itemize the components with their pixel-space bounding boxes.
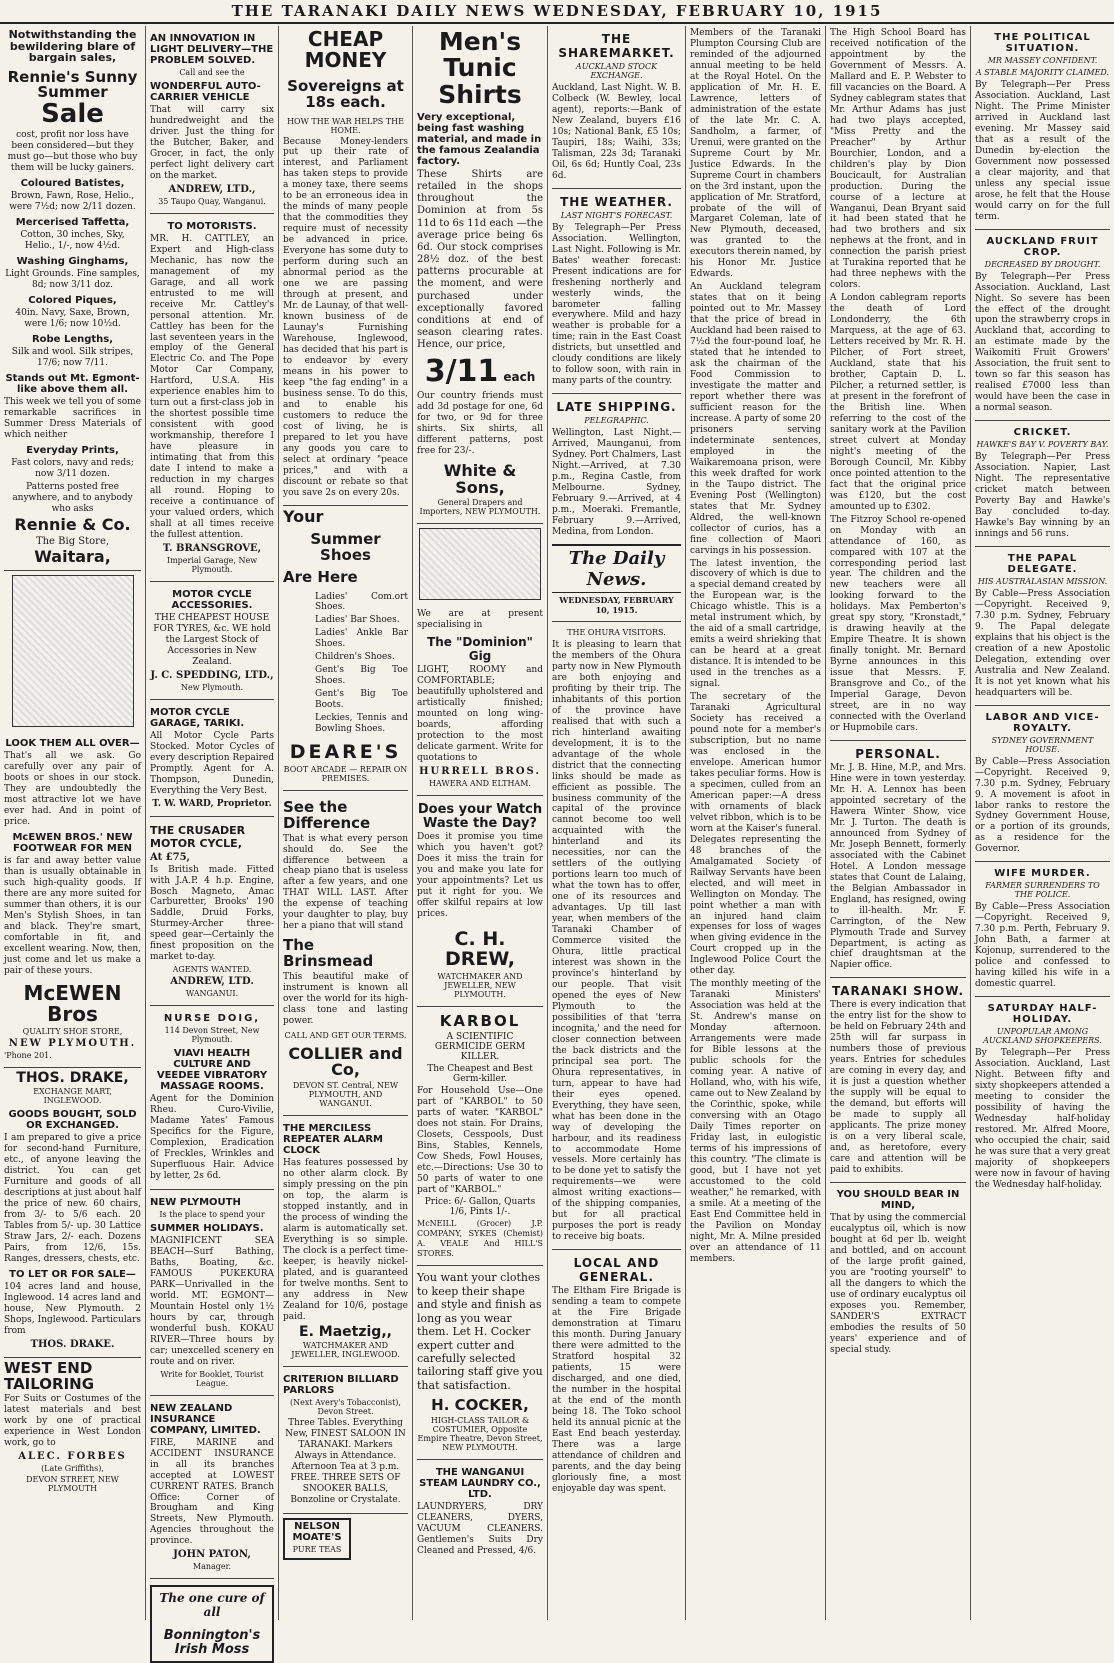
see-difference-title: See the Difference	[283, 798, 371, 832]
viavi-head: VIAVI HEALTH CULTURE AND VEEDEE VIBRATORY MASSAGE ROOMS.	[156, 1048, 268, 1093]
garage-sign: T. W. WARD, Proprietor.	[152, 798, 272, 809]
garage-body: All Motor Cycle Parts Stocked. Motor Cycles of every description Repaired Promptly. Agent for A. Thompson, Dunedin, Everything the Very Best.	[150, 730, 274, 796]
shipping-body: Wellington, Last Night.—Arrived, Maunganui, from Sydney. Port Chalmers, Last Night.—Arrived, at 7.30 p.m., Regina Castle, from Melbourne. Sydney, February 9.—Arrived, at 4 p.m., Moeraki. Fremantle, February 9.—Arrived, Medina, from London.	[552, 428, 681, 537]
rennie-town: Waitara,	[34, 546, 111, 566]
local-notes: The secretary of the Taranaki Agricultural Society has received a pound note for a member's subscription, but no name was enclosed in the envelope. American humor takes peculiar forms. How is a specimen, culled from an American paper:—A dress with ornaments of black velvet ribbon, which is to be worn at the Kaiser's funeral. Delegates representing the 48 branches of the Amalgamated Society of Railway Servants have been elected, and will meet in Wellington on Monday. The point whether a man with an injured hand claim expenses for loss of wages when giving evidence in the Court cropped up in the Inglewood Police Court the other day.	[690, 692, 821, 977]
rennie-item: Coloured Batistes, Brown, Fawn, Rose, Helio., were 7½d; now 2/11 dozen.	[9, 178, 136, 213]
let-body: 104 acres land and house, Inglewood. 14 acres land and house, New Plymouth. 2 Shops, Inglewood. Particulars from	[4, 1282, 141, 1336]
mens-sub: Very exceptional, being fast washing material, and made in the famous Zealandia factory.	[417, 111, 542, 167]
look-body: That's all we ask. Go carefully over any pair of boots or shoes in our stock. They are undoubtedly the most attractive lot we have ever had. And in point of price.	[4, 751, 141, 828]
personal-body: Mr. J. B. Hine, M.P., and Mrs. Hine were in town yesterday. Mr. H. A. Lennox has been appointed secretary of the Hawera Winter Show, vice Mr. J. Turton. The death is announced from Sydney of Mr. Joseph Bennett, formerly associated with the Cabinet Hotel. A London message states that Count de Lalaing, the Belgian Ambassador in England, has resigned, owing to ill-health. Mr. F. Carrington, of the New Plymouth Trade and Survey Department, is acting as chief draughtsman at the Napier office.	[830, 763, 966, 971]
divider	[830, 977, 966, 978]
nurse-addr: 114 Devon Street, New Plymouth.	[164, 1026, 260, 1045]
collier-addr: DEVON ST. Central, NEW PLYMOUTH, AND WANGANUI.	[292, 1081, 399, 1109]
local-notes: The Fitzroy School re-opened on Monday with an attendance of 160, as compared with 107 at the corresponding period last year. The children and the new teachers were all looking forward to the holidays. Max Pemberton's great spy story, "Kronstadt," is drawing heavily at the Empire Theatre. It is shown finally tonight. Mr. Bernard Byrne announces in this issue that Messrs. F. Bransgrove and Co., of the Imperial Garage, Devon street, are in no way connected with the Overland or Hupmobile cars.	[830, 514, 966, 734]
ohura-head: THE OHURA VISITORS.	[567, 627, 666, 637]
should-head: YOU SHOULD BEAR IN MIND,	[836, 1188, 960, 1211]
cocker-title: H. COCKER,	[431, 1396, 529, 1415]
viavi-body: Agent for the Dominion Rheu. Curo-Vivilie, Madame Yates' Famous Specifics for the Figure, Complexion, Eradication of Freckles, Wrinkles and Superfluous Hair. Advice by letter, 2s 6d.	[150, 1094, 274, 1182]
westend-ad	[4, 1358, 141, 1500]
nzins-body: FIRE, MARINE and ACCIDENT INSURANCE in all its branches accepted at LOWEST CURRENT RATES. Branch Office: Corner of Brougham and King Streets, New Plymouth. Agencies throughout the province.	[150, 1437, 274, 1547]
nelson-title: NELSON MOATE'S	[292, 1521, 342, 1543]
column-6	[685, 26, 825, 1620]
shoe-illustration	[12, 575, 134, 727]
rennie-sub: cost, profit nor loss have been considered—but they must go—but those who buy them will be lucky gainers.	[7, 130, 138, 174]
patterns-note: Patterns posted free anywhere, and to anybody who asks	[12, 481, 133, 514]
local-notes: The High School Board has received notification of the appointment by the Government of Messrs. A. Mallard and E. P. Webster to fill vacancies on the Board. A Sydney cablegram states that Mr. Arthur Adams has just had two plays accepted, "Miss Pretty and the Preacher" by Arthur Bourchier, London, and a children's play by Dion Boucicault, for Australian production. During the course of a lecture at Wanganui, Dean Bryant said it had been stated that he had two brothers and six nephews at the front, and in connection the parish priest at Turakina reported that he had three nephews with the colors.	[830, 28, 966, 291]
moto-head: TO MOTORISTS.	[167, 220, 257, 232]
divider	[975, 861, 1110, 862]
innov-addr: 35 Taupo Quay, Wanganui.	[158, 196, 266, 206]
laundry-title: THE WANGANUI STEAM LAUNDRY CO., LTD.	[419, 1466, 541, 1500]
shoe-item: Children's Shoes.	[315, 652, 395, 663]
labor-sub: SYDNEY GOVERNMENT HOUSE.	[991, 735, 1094, 754]
column-4	[412, 26, 547, 1620]
innov-head: AN INNOVATION IN LIGHT DELIVERY—THE PROBLEM SOLVED.	[150, 33, 274, 66]
cocker-ad	[417, 1266, 543, 1459]
see-body: That is what every person should do. See the difference between a cheap piano that is useless after a few years, and one THAT WILL LAST. After the expense of teaching your daughter to play, buy her a piano that will stand	[283, 833, 408, 932]
hurrell-name: HURRELL BROS.	[419, 766, 541, 778]
garage-ad	[150, 700, 274, 817]
egmont-head: Stands out Mt. Egmont-like above them all.	[5, 373, 140, 395]
papal-head: THE PAPAL DELEGATE.	[1007, 552, 1078, 575]
mens-post: Our country friends must add 3d postage for one, 6d for two, or 9d for three shirts. Six shirts, all different patterns, post free for 23/-.	[417, 391, 543, 456]
column-3	[278, 26, 412, 1620]
innov-title: WONDERFUL AUTO-CARRIER VEHICLE	[150, 81, 261, 103]
merc-body: Has features possessed by no other alarm clock. By simply pressing on the pin on top, the alarm is stopped instantly, and in the process of winding the alarm is automatically set. Everything is so simple. The clock is a perfect time-keeper, is heavily nickel-plated, and is guaranteed for twelve months. Sent to any address in New Zealand for 10/6, postage paid.	[283, 1158, 408, 1322]
fruit-head: AUCKLAND FRUIT CROP.	[986, 235, 1099, 258]
gig-illustration	[419, 528, 541, 600]
local-notes: The latest invention, the discovery of which is due to a special demand created by the European war, is the Chicago whistle. This is a metal instrument which, by the aid of a small cartridge, emits a weird shrieking that can be heard at a great distance. It is intended to be used in the trenches as a signal.	[690, 558, 821, 690]
nzins-sign: JOHN PATON,	[173, 1549, 251, 1561]
innov-body: That will carry six hundredweight and the driver. Just the thing for the Butcher, Baker, and Grocer, in fact, the only perfect light delivery cart on the market.	[150, 105, 274, 181]
drew-sub: WATCHMAKER AND JEWELLER, NEW PLYMOUTH.	[437, 972, 523, 1000]
sov-sub: HOW THE WAR HELPS THE HOME.	[287, 116, 404, 135]
np-write: Write for Booklet, Tourist League.	[160, 1369, 264, 1388]
mcewen-body: is far and away better value than is usually obtainable in such high-quality goods. If there are any more suited for summer than others, it is our Men's Stylish Shoes, in tan and black. They're smart, comfortable in fit, and excellent wearing. Now, then, just come and let us make a pair of these yours.	[4, 856, 141, 976]
criterion-title: CRITERION BILLIARD PARLORS	[283, 1374, 399, 1397]
sov-body: Because Money-lenders put up their rate of interest, and Parliament has taken steps to provide a money taxe, there seems to be an erroneous idea in the minds of many people that the commodities they require must of necessity be advanced in price. Everyone has some duty to perform during such an abnormal period as the one we are passing through at present, and Mr. de Launay, of that well-known business of de Launay's Furnishing Warehouse, Inglewood, has decided that his part is to endeavor by every means in his power to keep "the fag ending" in a business sense. To do this, and to enable his customers to reduce the cost of living, he is prepared to let you have any goods you care to select at ordinary "peace prices," and with a discount or rebate so that you save 2s on every 20s.	[283, 136, 408, 498]
papal-body: By Cable—Press Association—Copyright. Received 9, 7.30 p.m. Sydney, February 9. The Papal delegate explains that his object is the creation of a new Apostolic Delegation, extending over Australia and New Zealand. It is not yet known what his headquarters will be.	[975, 588, 1110, 698]
forbes-addr: DEVON STREET, NEW PLYMOUTH	[26, 1475, 119, 1494]
karbol-ad	[417, 1007, 543, 1266]
divider	[830, 740, 966, 741]
autocarrier-ad	[150, 26, 274, 214]
criterion-ad	[283, 1367, 408, 1514]
cheap-money-title: CHEAP MONEY	[304, 27, 387, 72]
karbol-price: Price: 6/- Gallon, Quarts 1/6, Pints 1/-.	[424, 1197, 536, 1218]
rennie-item: Washing Ginghams, Light Grounds. Fine samples, 8d; now 3/11 doz.	[5, 256, 140, 291]
laundry-ad	[417, 1460, 543, 1564]
crusader-town: WANGANUI.	[185, 989, 239, 999]
everyday-head: Everyday Prints,	[26, 444, 119, 456]
labor-body: By Cable—Press Association—Copyright. Received 9, 7.30 p.m. Sydney, February 9. A movement is afoot in labor ranks to restore the Sydney Government House, or a portion of its grounds, as a residence for the Governor.	[975, 756, 1110, 855]
sharemarket-body: Auckland, Last Night. W. B. Colbeck (W. Bewley, local agent), reports:—Bank of New Zealand, buyers £16 10s; National Bank, £5 10s; Taupiri, 18s; Waihi, 33s; Talisman, 22s 3d; Taranaki Oil, 6s 6d; Huntly Coal, 23s 6d.	[552, 83, 681, 181]
accessories-ad	[150, 582, 274, 700]
cheap-money-ad	[283, 26, 408, 506]
nurse-ad	[150, 1006, 274, 1190]
westend-body: For Suits or Costumes of the latest materials and best work by one of practical experience in West London work, go to	[4, 1394, 141, 1449]
shoe-item: Ladies' Ankle Bar Shoes.	[315, 628, 408, 650]
papal-sub: HIS AUSTRALASIAN MISSION.	[977, 576, 1108, 586]
cricket-head: CRICKET.	[1013, 427, 1072, 439]
crusader-sign: ANDREW, LTD.	[170, 976, 254, 988]
divider	[975, 996, 1110, 997]
local-body: The Eltham Fire Brigade is sending a team to compete at the Fire Brigade demonstration at Timaru this month. During January there were admitted to the Stratford hospital 32 patients, 15 were discharged, and one died, the number in the hospital at the end of the month being 18. The Toko school held its annual picnic at the East End beach yesterday. There was a large attendance of children and parents, and the day being gloriously fine, a most enjoyable day was spent.	[552, 1286, 681, 1494]
show-head: TARANAKI SHOW.	[831, 984, 965, 999]
divider	[552, 621, 681, 622]
nzins-ad	[150, 1396, 274, 1580]
mens-price: 3/11	[424, 353, 499, 389]
nzins-head: NEW ZEALAND INSURANCE COMPANY, LIMITED.	[150, 1402, 261, 1436]
drake-ad	[4, 1068, 141, 1358]
crit-sub: (Next Avery's Tobacconist), Devon Street.	[290, 1398, 401, 1417]
mcewen-head: McEWEN BROS.' NEW FOOTWEAR FOR MEN	[12, 832, 133, 855]
maetzig-sub: WATCHMAKER AND JEWELLER, INGLEWOOD.	[291, 1341, 400, 1360]
mca-sign: J. C. SPEDDING, LTD.,	[150, 669, 274, 681]
mca-body: THE CHEAPEST HOUSE FOR TYRES, &c. WE hold the Largest Stock of Accessories in New Zealand.	[153, 612, 271, 667]
karbol-cheap: The Cheapest and Best Germ-killer.	[427, 1063, 533, 1084]
summer-shoes-title: Summer Shoes	[310, 530, 381, 565]
divider	[975, 229, 1110, 230]
innov-sign: ANDREW, LTD.,	[168, 183, 256, 195]
column-1	[0, 26, 145, 1620]
divider	[975, 705, 1110, 706]
local-head: LOCAL AND GENERAL.	[573, 1256, 660, 1285]
cocker-intro: You want your clothes to keep their shape and style and finish as long as you wear them. Let H. Cocker expert cutter and carefully selected tailoring staff give you that satisfaction.	[417, 1271, 543, 1392]
westend-head: WEST END TAILORING	[4, 1358, 95, 1393]
crusader-body: Is British made. Fitted with J.A.P. 4 h.p. Engine, Bosch Magneto, Amac Carburetter, Brooks' 190 Saddle, Druid Forks, Sturmey-Archer three-speed gear—Certainly the finest proposition on the market to-day.	[150, 864, 274, 963]
divider	[552, 393, 681, 394]
mens-each: each	[503, 369, 536, 384]
moto-addr: Imperial Garage, New Plymouth.	[166, 555, 258, 574]
rennie-item: Robe Lengths, Silk and wool. Silk stripes, 17/6; now 7/11.	[11, 334, 134, 369]
divider	[975, 546, 1110, 547]
innov-sub: Call and see the	[179, 68, 245, 77]
gig-body: LIGHT, ROOMY and COMFORTABLE; beautifully upholstered and artistically finished; mounted on long wing-boards, affording protection to the most delicate garment. Write for quotations to	[417, 665, 543, 764]
wife-head: WIFE MURDER.	[994, 868, 1091, 880]
are-here-title: Are Here	[283, 567, 358, 586]
merciless-title: THE MERCILESS REPEATER ALARM CLOCK	[283, 1123, 383, 1157]
cricket-body: By Telegraph—Per Press Association. Napier, Last Night. The representative cricket match between Poverty Bay and Hawke's Bay concluded to-day. Hawke's Bay winning by an innings and 56 runs.	[975, 452, 1110, 539]
fruit-body: By Telegraph—Per Press Association. Auckland, Last Night. So severe has been the effect of the drought upon the strawberry crops in Auckland that, according to an estimate made by the Waikomiti Fruit Growers' Association, the fruit sent to town so far this season has realised £7000 less than would have been the case in a normal season.	[975, 271, 1110, 414]
cocker-sub: HIGH-CLASS TAILOR & COSTUMIER, Opposite Empire Theatre, Devon Street, NEW PLYMOUTH.	[417, 1415, 543, 1452]
hurrell-addr: HAWERA AND ELTHAM.	[429, 779, 531, 789]
goods-body: I am prepared to give a price for second-hand Furniture, etc., of anyone leaving the district. You can get Furniture and goods of all descriptions at just about half the price of new. 60 chairs, from 3/- to 5/6 each. 20 Tables from 5/- up. 30 Lattice Straw Jars, 2/- each. Dozens Pairs, from 12/6, 15s. Ranges, dressers, chests, etc.	[4, 1133, 141, 1265]
moto-body: MR. H. CATTLEY, an Expert and High-class Mechanic, has now the management of my Garage, and all work entrusted to me will receive Mr. Cattley's personal attention. Mr. Cattley has been for the last seventeen years in the employ of the General Electric Co. and The Pope Motor Car Company, Hartford, U.S.A. His experience enables him to turn out a first-class job in the shortest possible time consistent with good workmanship, therefore I have pleasure in intimating that from this date I intend to make a reduction in my charges all round. Hoping to receive a continuance of your valued orders, which shall at all times receive the fullest attention.	[150, 233, 274, 540]
watch-title: Does your Watch Waste the Day?	[417, 802, 543, 831]
shipping-sub: PELEGRAPHIC.	[584, 416, 649, 426]
mca-town: New Plymouth.	[180, 682, 244, 692]
garage-head: MOTOR CYCLE GARAGE, TARIKI.	[150, 706, 245, 729]
tunic-shirts-ad	[417, 26, 543, 524]
divider	[552, 188, 681, 189]
labor-head: LABOR AND VICE-ROYALTY.	[985, 711, 1100, 734]
forbes-name: ALEC. FORBES	[18, 1451, 127, 1463]
show-body: There is every indication that the entry list for the show to be held on February 24th and 25th will far surpass in numbers those of previous years. Entries for schedules are coming in every day, and it is just a question whether the supply will be equal to the demand, but efforts will be made to supply all applicants. The prize money is on a very liberal scale, and, as heretofore, every care and attention will be paid to exhibits.	[830, 1000, 966, 1175]
karbol-title: KARBOL	[439, 1012, 521, 1031]
shoe-item: Leckies, Tennis and Bowling Shoes.	[315, 713, 408, 735]
rennie-ad	[4, 26, 141, 571]
moss-name: Bonnington's Irish Moss	[163, 1628, 261, 1657]
shoe-item: Ladies' Bar Shoes.	[315, 615, 400, 626]
shoe-item: Gent's Big Toe Boots.	[315, 689, 408, 711]
irish-moss-ad	[150, 1585, 274, 1662]
laundry-body: LAUNDRYERS, DRY CLEANERS, DYERS, VACUUM CLEANERS. Gentlemen's Suits Dry Cleaned and Pressed, 4/6.	[417, 1501, 543, 1556]
np-holidays: SUMMER HOLIDAYS.	[150, 1223, 264, 1235]
mcewen-phone: 'Phone 201.	[4, 1050, 52, 1060]
weather-head: THE WEATHER.	[560, 194, 673, 209]
divider	[830, 1182, 966, 1183]
gig-title: The "Dominion" Gig	[427, 635, 533, 664]
maetzig-title: E. Maetzig,,	[299, 1323, 392, 1340]
rennie-item: Mercerised Taffetta, Cotton, 30 inches, Sky, Helio., 1/-, now 4½d.	[15, 217, 130, 252]
paper-date: WEDNESDAY, FEBRUARY 10, 1915.	[559, 594, 674, 615]
local-notes: Members of the Taranaki Plumpton Coursing Club are reminded of the adjourned annual meeting to be held at the Royal Hotel. On the application of Mr. H. E. Lawrence, letters of administration of the estate of the late Mr. C. A. Sandholm, a farmer, of Urenui, were granted on the Supreme Court by Mr. Justice Edwards. In the Supreme Court in chambers on the 3rd instant, upon the application of Mr. Stratford, probate of the will of Margaret Coleman, late of New Plymouth, deceased, was granted to the executors therein named, by his Honor Mr. Justice Edwards.	[690, 28, 821, 280]
piano-ad	[283, 791, 408, 1116]
nurse-name: NURSE DOIG,	[163, 1013, 261, 1025]
local-notes: An Auckland telegram states that on it being pointed out to Mr. Massey that the price of bread in Auckland had been raised to 7½d the four-pound loaf, he stated that he intended to ask the chairman of the Food Commission to investigate the matter and report whether there was sufficient reason for the increase. A party of some 20 prisoners serving indeterminate sentences, employed in the Waikaremoana prison, were this week drafted for work in the Taupo district. The Evening Post (Wellington) states that Mr. Sydney Aldred, the well-known collector of curios, has a fine collection of Maori carvings in his possession.	[690, 282, 821, 556]
mens-title: Men's Tunic Shirts	[438, 27, 522, 109]
mens-body: These Shirts are retailed in the shops throughout the Dominion at from 5s 11d to 6s 11d each —the average price being 6s 6d. Our stock comprises 28½ doz. of the best patterns procurable at the moment, and were purchased under exceptionally favored conditions at end of season clearing rates. Hence, our price,	[417, 168, 543, 351]
shoe-item: Gent's Big Toe Shoes.	[315, 665, 408, 687]
forbes-sub: (Late Griffiths),	[41, 1464, 104, 1474]
everyday-desc: Fast colors, navy and reds; now 3/11 dozen.	[11, 457, 134, 479]
shoe-item: Ladies' Com.ort Shoes.	[315, 591, 408, 613]
paper-title: The Daily News.	[552, 544, 681, 593]
watch-ad	[417, 796, 543, 1007]
look-head: LOOK THEM ALL OVER—	[5, 738, 140, 750]
pol-sub: MR MASSEY CONFIDENT.	[987, 56, 1098, 65]
gig-ad	[417, 604, 543, 796]
cricket-sub: HAWKE'S BAY V. POVERTY BAY.	[976, 440, 1109, 450]
personal-head: PERSONAL.	[855, 747, 941, 761]
crusader-agents: AGENTS WANTED.	[172, 965, 252, 975]
drew-title: C. H. DREW,	[444, 928, 515, 971]
np-body: MAGNIFICENT SEA BEACH—Surf Bathing, Baths, Boating, &c. FAMOUS PUKEKURA PARK—Unrivalled in the world. MT. EGMONT—Mountain Hostel only 1½ hours by car, through wonderful bush. KOKAU RIVER—Three hours by car; unexcelled scenery en route and on river.	[150, 1236, 274, 1367]
crusader-head: THE CRUSADER MOTOR CYCLE,	[150, 823, 246, 850]
column-2	[145, 26, 278, 1657]
local-notes: A London cablegram reports the death of Lord Londonderry, the 6th Marquess, at the age of 63. Letters received by Mr. R. H. Pilcher, of Fort street, Auckland, state that his brother, Captain D. L. Pilcher, a returned settler, is at present in the forefront of the British line. When referring to the cost of the sanitary work at the Pavilion street culvert at Monday night's meeting of the Borough Council, Mr. Kibby once pointed attention to the fact that the original price was £120, but the cost amounted up to £302.	[830, 293, 966, 512]
moto-sign: T. BRANSGROVE,	[162, 542, 262, 554]
goods-head: GOODS BOUGHT, SOLD OR EXCHANGED.	[8, 1109, 137, 1132]
mcewen-big: McEWEN Bros	[23, 980, 122, 1026]
egmont-sub: This week we tell you of some remarkable sacrifices in Summer Dress Materials of which neither	[4, 397, 141, 440]
brin-body: This beautiful make of instrument is known all over the world for its high-class tone and lasting power.	[283, 971, 408, 1026]
crusader-ad	[150, 817, 274, 1007]
wife-body: By Cable—Press Association—Copyright. Received 9, 7.30 p.m. Perth, February 9. John Bath, a farmer at Kojonup, surrendered to the police and confessed to having killed his wife in a domestic quarrel.	[975, 902, 1110, 990]
karbol-agents: McNEILL (Grocer) J.P. COMPANY, SYKES (Chemist) A. VEALE And HILL'S STORES.	[417, 1219, 543, 1258]
column-8	[970, 26, 1114, 1620]
drake-sign: THOS. DRAKE.	[30, 1338, 115, 1350]
alarm-clock-ad	[283, 1116, 408, 1367]
masthead: THE TARANAKI DAILY NEWS WEDNESDAY, FEBRUARY 10, 1915	[0, 0, 1114, 24]
motorists-ad	[150, 214, 274, 582]
sovereigns-title: Sovereigns at 18s each.	[287, 77, 404, 111]
sat-sub: UNPOPULAR AMONG AUCKLAND SHOPKEEPERS.	[983, 1027, 1102, 1046]
mca-head: MOTOR CYCLE ACCESSORIES.	[171, 588, 253, 611]
column-7	[825, 26, 970, 1620]
divider	[975, 420, 1110, 421]
sat-body: By Telegraph—Per Press Association. Auckland, Last Night. Between fifty and sixty shopkeepers attended a meeting to consider the possibility of having the Wednesday half-holiday restored. Mr. Alfred Moore, who occupied the chair, said he was sure that a very great majority of shopkeepers were now in favour of having the Wednesday half-holiday.	[975, 1048, 1110, 1190]
white-sub: General Drapers and Importers, NEW PLYMOUTH.	[419, 498, 541, 517]
moss-tag: The one cure of all	[159, 1591, 265, 1620]
mcewen-store: QUALITY SHOE STORE,	[22, 1026, 123, 1036]
karbol-sub: A SCIENTIFIC GERMICIDE GERM KILLER.	[434, 1031, 526, 1062]
nzins-role: Manager.	[192, 1562, 232, 1572]
gig-intro: We are at present specialising in	[417, 609, 543, 631]
np-holidays-ad	[150, 1190, 274, 1396]
pol-head: THE POLITICAL SITUATION.	[994, 32, 1091, 54]
pol-body: By Telegraph—Per Press Association. Auckland, Last Night. The Prime Minister arrived in Auckland last evening. Mr Massey said that as a result of the Dunedin by-election the Government now possessed a clear majority, and that unless any special issue arose, he felt that the House would carry on for the full term.	[975, 80, 1110, 222]
weather-sub: LAST NIGHT'S FORECAST.	[560, 210, 673, 220]
let-head: TO LET OR FOR SALE—	[9, 1269, 136, 1281]
crit-body: Three Tables. Everything New, FINEST SALOON IN TARANAKI. Markers Always in Attendance. Afternoon Tea at 3 p.m. FREE. THREE SETS OF SNOOKER BALLS, Bonzoline or Crystalate.	[285, 1418, 406, 1506]
drake-name: THOS. DRAKE,	[16, 1069, 129, 1086]
brinsmead-title: The Brinsmead	[283, 936, 374, 971]
deares-title: DEARE'S	[289, 741, 402, 764]
shoe-list	[283, 592, 408, 736]
crusader-price: At £75,	[150, 851, 191, 863]
nelson-sub: PURE TEAS	[292, 1545, 342, 1555]
summer-shoes-ad	[283, 506, 408, 791]
shipping-head: LATE SHIPPING.	[556, 400, 677, 415]
white-sons: White & Sons,	[443, 460, 517, 497]
your-title: Your	[283, 507, 324, 527]
wife-sub: FARMER SURRENDERS TO THE POLICE.	[985, 881, 1100, 900]
divider	[552, 1249, 681, 1250]
nelson-ad	[283, 1518, 351, 1560]
rennie-title: Rennie's Sunny Summer	[7, 67, 138, 102]
should-body: That by using the commercial eucalyptus oil, which is now bought at 6d per lb. weight and bottled, and on account of the large profit gained, you are "rooting yourself" to all the dangers to which the use of ordinary eucalyptus oil exposes you. Remember, SANDER'S EXTRACT embodies the results of 50 years' experience and of special study.	[830, 1212, 966, 1355]
sat-head: SATURDAY HALF-HOLIDAY.	[987, 1003, 1098, 1026]
rennie-item: Colored Piques, 40in. Navy, Saxe, Brown, were 1/6; now 10½d.	[15, 295, 130, 330]
rennie-store-tag: The Big Store,	[35, 535, 110, 547]
drake-sub: EXCHANGE MART, INGLEWOOD.	[33, 1087, 112, 1106]
mens-price-line	[417, 353, 543, 389]
mcewen-ad	[4, 731, 141, 1067]
deares-sub: BOOT ARCADE — REPAIR ON PREMISES.	[283, 765, 408, 784]
np-head: NEW PLYMOUTH	[150, 1197, 241, 1209]
karbol-body: For Household Use—One part of "KARBOL" to 50 parts of water. "KARBOL" does not stain. For Drains, Closets, Cesspools, Dust Bins, Stables, Kennels, Cow Sheds, Fowl Houses, etc.—Directions: Use 30 to 50 parts of water to one part of "KARBOL."	[417, 1085, 543, 1195]
weather-body: By Telegraph—Per Press Association. Wellington, Last Night. Following is Mr. Bates' weather forecast: Present indications are for freshening northerly and westerly winds, the barometer falling everywhere. Mild and hazy weather is probable for a time; rain in the East Coast districts, but unsettled and cloudy conditions are likely to follow soon, with rain in many parts of the country.	[552, 222, 681, 387]
column-5	[547, 26, 685, 1620]
watch-body: Does it promise you time which you haven't got? Does it miss the train for you and make you late for your appointments? Let us put it right for you. We offer skilful repairs at low prices.	[417, 832, 543, 920]
rennie-sale: Sale	[41, 99, 104, 130]
fruit-sub: DECREASED BY DROUGHT.	[984, 259, 1101, 269]
local-notes: The monthly meeting of the Taranaki Ministers' Association was held at the St. Andrew's manse on Monday afternoon. Arrangements were made for Bible lessons at the public schools for the coming year. A native of Holland, who, with his wife, came out to New Zealand by the Corinthic, spoke, while conversing with an Otago Daily Times reporter on Friday last, in eulogistic terms of his impressions of this country. "The climate is good, but I have not yet accustomed to the cold weather," he remarked, with a smile. At a meeting of the East End Committee held in the Pavilion on Monday night, Mr. A. Milne presided over an attendance of 11 members.	[690, 979, 821, 1264]
mcewen-town: NEW PLYMOUTH.	[8, 1037, 137, 1049]
sharemarket-head: THE SHAREMARKET.	[558, 32, 675, 60]
rennie-store-name: Rennie & Co.	[14, 514, 131, 534]
collier-title: COLLIER and Co,	[288, 1043, 403, 1080]
rennie-intro: Notwithstanding the bewildering blare of bargain sales,	[8, 28, 137, 65]
np-sub: Is the place to spend your	[159, 1210, 265, 1220]
pol-sub2: A STABLE MAJORITY CLAIMED.	[975, 68, 1110, 77]
ohura-body: It is pleasing to learn that the members of the Ohura party now in New Plymouth are both enjoying and profiting by their trip. The inhabitants of this portion of the province have realised that with such a rich hinterland awaiting development, it is to the advantage of the whole district that the connecting links should be made as efficient as possible. The business community of the capital of the province cannot become too well acquainted with the hinterland and its necessities, nor can the settlers of the outlying portions learn too much of what the town has to offer, one of its resources and advantages. Up till last year, when members of the Taranaki Chamber of Commerce visited the Ohura, little practical interest was shown in the province's hinterland by our people. That visit opened the eyes of New Plymouth to the possibilities of that 'terra incognita,' and the need for closer connection between the back districts and the principal sea port. The Ohura representatives, in turn, appear to have had their eyes opened. Everything, they have seen, what has been done in the way of developing the harbour, and its readiness to accommodate Home vessels. More certainly has to be done yet to satisfy the requirements—we were almost writing exactions—of the shipping companies, but for all practical purposes the port is ready to receive big boats.	[552, 639, 681, 1243]
sharemarket-sub: AUCKLAND STOCK EXCHANGE.	[575, 62, 658, 80]
call-terms: CALL AND GET OUR TERMS.	[284, 1030, 407, 1040]
